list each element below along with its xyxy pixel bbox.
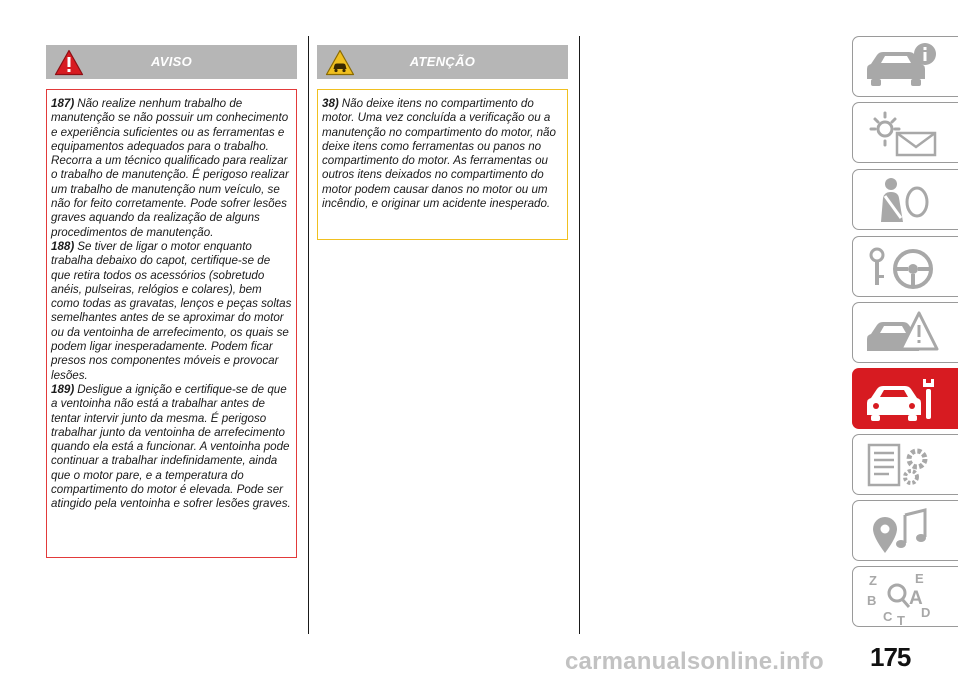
- index-letter: E: [915, 571, 924, 586]
- column-divider: [308, 36, 309, 634]
- item-number: 188): [51, 239, 75, 253]
- aviso-body: [46, 89, 297, 558]
- car-info-icon: [863, 41, 943, 93]
- index-letter: B: [867, 593, 877, 608]
- car-maintenance-icon: [863, 373, 943, 425]
- warning-item: [51, 240, 292, 383]
- car-emergency-icon: [863, 307, 943, 359]
- tab-index[interactable]: [852, 566, 958, 627]
- tab-multimedia[interactable]: [852, 500, 958, 561]
- item-number: 38): [322, 97, 339, 110]
- warning-item: [51, 97, 292, 240]
- caution-item: [322, 97, 563, 211]
- key-steering-wheel-icon: [863, 241, 943, 293]
- seatbelt-airbag-icon: [863, 174, 943, 226]
- tab-technical-data[interactable]: [852, 434, 958, 495]
- column-divider: [579, 36, 580, 634]
- watermark: carmanualsonline.info: [565, 648, 824, 675]
- atencao-title: ATENÇÃO: [409, 54, 476, 69]
- item-text: Desligue a ignição e certifique-se de que a ventoinha não está a trabalhar antes de tentar intervir junto da mesma. É perigoso trabalhar junto da ventoinha de arrefecimento quando ela está a funcionar. A ventoinha pode continuar a trabalhar indefinidamente, ainda que o motor pare, e a temperatura do compartimento do motor é elevada. Pode ser atingido pela ventoinha e sofrer lesões graves.: [51, 382, 291, 511]
- technical-data-icon: [863, 439, 943, 491]
- tab-warning-lights[interactable]: [852, 102, 958, 163]
- page-number: 175: [870, 642, 911, 672]
- index-letter: C: [883, 609, 893, 624]
- item-number: 189): [51, 382, 75, 396]
- warning-item: [51, 383, 292, 512]
- item-number: 187): [51, 97, 75, 110]
- aviso-header: [46, 45, 297, 79]
- item-text: Se tiver de ligar o motor enquanto trabalha debaixo do capot, certifique-se de que retira todos os acessórios (sobretudo anéis, pulseiras, relógios e colares), bem como todas as gravatas, lenços e peças soltas semelhantes antes de se aproximar do motor ou da ventoinha de arrefecimento, os quais se podem ligar inesperadamente. Podem ficar presos nos componentes móveis e provocar lesões.: [51, 239, 292, 382]
- tab-starting-driving[interactable]: [852, 236, 958, 297]
- atencao-header: [317, 45, 568, 79]
- index-letter: A: [909, 588, 923, 609]
- alphabetical-index-icon: [863, 571, 943, 627]
- tab-maintenance[interactable]: [852, 368, 958, 429]
- warning-lights-message-icon: [863, 107, 943, 159]
- index-letter: T: [897, 613, 905, 627]
- tab-safety[interactable]: [852, 169, 958, 230]
- index-letter: Z: [869, 573, 877, 588]
- item-text: Não realize nenhum trabalho de manutenção se não possuir um conhecimento e experiência suficientes ou as ferramentas e equipamentos adequados para o trabalho. Recorra a um técnico qualificado para realizar o trabalho de manutenção. É perigoso realizar um trabalho de manutenção num veículo, se não for feito corretamente. Pode sofrer lesões graves aquando da realização de alguns procedimentos de manutenção.: [51, 97, 289, 239]
- index-letter: D: [921, 605, 931, 620]
- item-text: Não deixe itens no compartimento do motor. Uma vez concluída a verificação ou a manutenção no compartimento do motor, não deixe itens como ferramentas ou panos no compartimento do motor. As ferramentas ou outros itens deixados no compartimento do motor podem causar danos no motor ou um incêndio, e originar um acidente inesperado.: [322, 97, 556, 211]
- tab-emergency[interactable]: [852, 302, 958, 363]
- atencao-body: [317, 89, 568, 240]
- multimedia-icon: [863, 505, 943, 557]
- aviso-title: AVISO: [151, 54, 192, 69]
- tab-car-info[interactable]: [852, 36, 958, 97]
